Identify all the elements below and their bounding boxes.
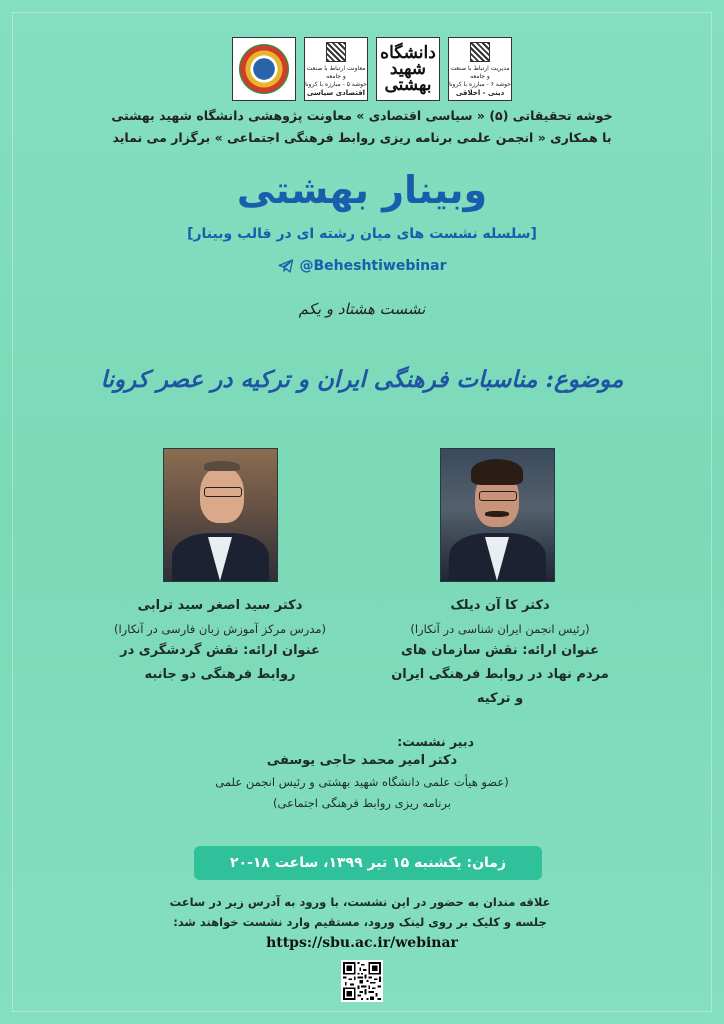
session-time: زمان: یکشنبه ۱۵ تیر ۱۳۹۹، ساعت ۱۸-۲۰ — [229, 855, 507, 871]
logo-cluster-5-line3: اقتصادی سیاسی — [306, 88, 366, 97]
logo-cluster-6 — [448, 37, 512, 101]
speaker-1-affiliation: (مدرس مرکز آموزش زبان فارسی در آنکارا) — [113, 622, 327, 636]
qr-code-icon — [343, 962, 381, 1000]
logo-university — [376, 37, 440, 101]
seal-icon — [326, 42, 346, 62]
join-info-line-2: جلسه و کلیک بر روی لینک ورود، مستقیم وارد نشست خواهند شد: — [173, 915, 547, 929]
telegram-handle-row[interactable] — [0, 258, 724, 274]
speaker-1-name: دکتر سید اصغر سید ترابی — [137, 598, 303, 613]
hair — [471, 459, 523, 485]
logo-cluster-6-line2: خوشه ۶ - مبارزه با کرونا — [449, 80, 511, 88]
header-line-2: با همکاری « انجمن علمی برنامه ریزی روابط فرهنگی اجتماعی » برگزار می نماید — [112, 130, 612, 145]
university-logo-text: دانشگاه شهید بهشتی — [380, 43, 436, 95]
page-title: وبینار بهشتی — [236, 168, 488, 212]
join-info — [150, 892, 570, 932]
telegram-handle[interactable]: @Beheshtiwebinar — [299, 258, 447, 274]
moderator-label: دبیر نشست: — [397, 734, 474, 749]
speaker-block-1 — [105, 598, 335, 687]
logo-cluster-5-line1: معاونت ارتباط با صنعت و جامعه — [306, 64, 366, 80]
moderator-block — [200, 734, 524, 814]
seal-icon — [470, 42, 490, 62]
speaker-photo-2 — [440, 448, 555, 582]
qr-code[interactable] — [341, 960, 383, 1002]
speaker-block-2 — [385, 598, 615, 711]
logo-cluster-6-line1: مدیریت ارتباط با صنعت و جامعه — [450, 64, 510, 80]
time-banner — [194, 846, 542, 880]
session-number: نشست هشتاد و یکم — [298, 300, 426, 318]
speaker-2-talk-title: عنوان ارائه: نقش سازمان های مردم نهاد در روابط فرهنگی ایران و ترکیه — [391, 643, 609, 706]
glasses — [479, 491, 517, 501]
page-subtitle: [سلسله نشست های میان رشته ای در قالب وبینار] — [187, 226, 537, 242]
join-info-line-1: علاقه مندان به حضور در این نشست، با ورود به آدرس زیر در ساعت — [169, 895, 551, 909]
mustache — [485, 511, 509, 517]
logo-ring — [232, 37, 296, 101]
moderator-name: دکتر امیر محمد حاجی یوسفی — [266, 753, 458, 768]
speaker-photo-1 — [163, 448, 278, 582]
logo-row — [232, 37, 512, 103]
session-topic: موضوع: مناسبات فرهنگی ایران و ترکیه در عصر کرونا — [100, 366, 624, 393]
webinar-link[interactable]: https://sbu.ac.ir/webinar — [266, 935, 458, 951]
speaker-2-affiliation: (رئیس انجمن ایران شناسی در آنکارا) — [410, 622, 590, 636]
speaker-2-name: دکتر کا آن دیلک — [450, 598, 550, 613]
globe-ring-icon — [239, 44, 289, 94]
header-line-1: خوشه تحقیقاتی (۵) « سیاسی اقتصادی » معاونت پژوهشی دانشگاه شهید بهشتی — [111, 108, 613, 123]
telegram-icon — [278, 258, 294, 274]
hair — [204, 461, 240, 471]
logo-cluster-6-line3: دینی - اخلاقی — [455, 88, 505, 97]
glasses — [204, 487, 242, 497]
logo-cluster-5 — [304, 37, 368, 101]
moderator-affiliation: (عضو هیأت علمی دانشگاه شهید بهشتی و رئیس انجمن علمی برنامه ریزی روابط فرهنگی اجتماعی) — [215, 775, 509, 810]
speaker-1-talk-title: عنوان ارائه: نقش گردشگری در روابط فرهنگی دو جانبه — [120, 643, 320, 682]
logo-cluster-5-line2: خوشه ۵ - مبارزه با کرونا — [305, 80, 367, 88]
